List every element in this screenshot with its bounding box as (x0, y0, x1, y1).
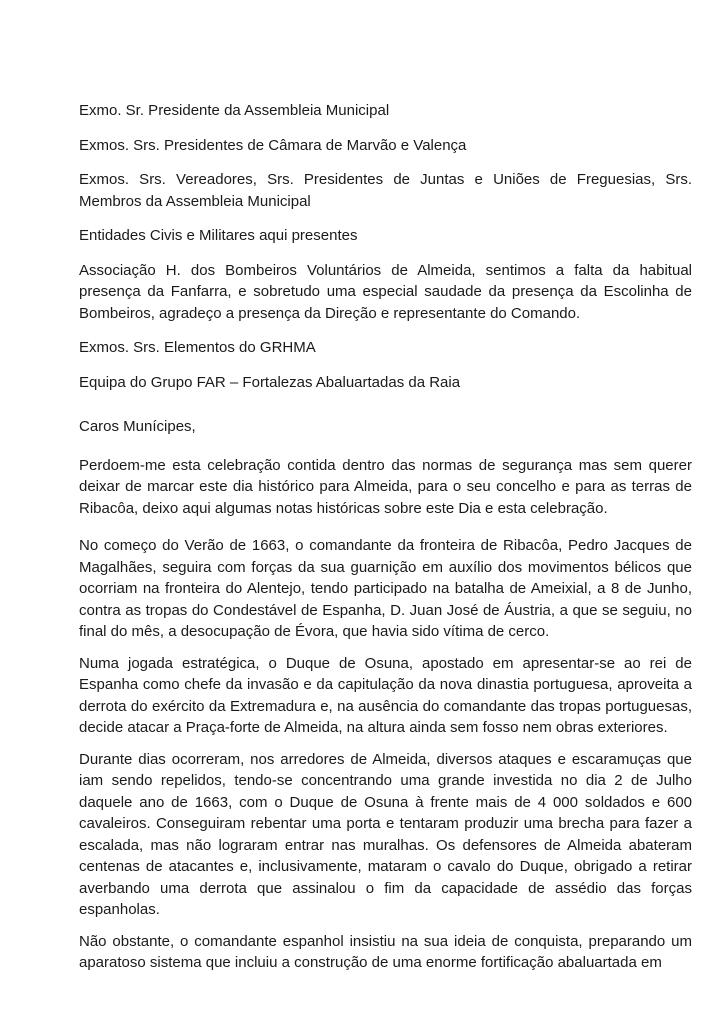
paragraph-attacks-and-defense: Durante dias ocorreram, nos arredores de Almeida, diversos ataques e escaramuças que iam sendo repelidos, tendo-se concentrando uma grande investida no dia 2 de Julho daquele ano de 1663, com o Duque de Osuna à frente mais de 4 000 soldados e 600 cavaleiros. Conseguiram rebentar uma porta e tentaram produzir uma brecha para fazer a escalada, mas não lograram entrar nas muralhas. Os defensores de Almeida abateram centenas de atacantes e, inclusivamente, mataram o cavalo do Duque, obrigado a retirar averbando uma derrota que assinalou o fim da capacidade de assédio das forças espanholas. (79, 750, 692, 918)
salutation-far-group-team: Equipa do Grupo FAR – Fortalezas Abaluartadas da Raia (79, 373, 461, 391)
greeting-line: Caros Munícipes, (79, 418, 196, 435)
salutation-grhma-members: Exmos. Srs. Elementos do GRHMA (79, 339, 316, 356)
paragraph-spanish-insistence: Não obstante, o comandante espanhol insistiu na sua ideia de conquista, preparando um aparatoso sistema que incluiu a construção de uma enorme fortificação abaluartada em (79, 932, 692, 971)
paragraph-duke-of-osuna: Numa jogada estratégica, o Duque de Osuna, apostado em apresentar-se ao rei de Espanha como chefe da invasão e da capitulação da nova dinastia portuguesa, aproveita a derrota do exército da Extremadura e, na ausência do comandante das tropas portuguesas, decide atacar a Praça-forte de Almeida, na altura ainda sem fosso nem obras exteriores. (79, 654, 692, 736)
salutation-civil-military-entities: Entidades Civis e Militares aqui presentes (79, 227, 358, 244)
salutation-assembly-president: Exmo. Sr. Presidente da Assembleia Municipal (79, 102, 390, 119)
salutation-councillors-parishes: Exmos. Srs. Vereadores, Srs. Presidentes de Juntas e Uniões de Freguesias, Srs. Membros da Assembleia Municipal (79, 171, 692, 210)
salutation-firefighters-association: Associação H. dos Bombeiros Voluntários de Almeida, sentimos a falta da habitual presença da Fanfarra, e sobretudo uma especial saudade da presença da Escolinha de Bombeiros, agradeço a presença da Direção e representante do Comando. (79, 261, 692, 322)
paragraph-apology-intro: Perdoem-me esta celebração contida dentro das normas de segurança mas sem querer deixar de marcar este dia histórico para Almeida, para o seu concelho e para as terras de Ribacôa, deixo aqui algumas notas históricas sobre este Dia e esta celebração. (79, 456, 692, 517)
salutation-mayors: Exmos. Srs. Presidentes de Câmara de Marvão e Valença (79, 136, 467, 154)
paragraph-summer-1663: No começo do Verão de 1663, o comandante da fronteira de Ribacôa, Pedro Jacques de Magalhães, seguira com forças da sua guarnição em auxílio dos movimentos bélicos que ocorriam na fronteira do Alentejo, tendo participado na batalha de Ameixial, a 8 de Junho, contra as tropas do Condestável de Espanha, D. Juan José de Áustria, a que se seguiu, no final do mês, a desocupação de Évora, que havia sido vítima de cerco. (79, 537, 692, 640)
